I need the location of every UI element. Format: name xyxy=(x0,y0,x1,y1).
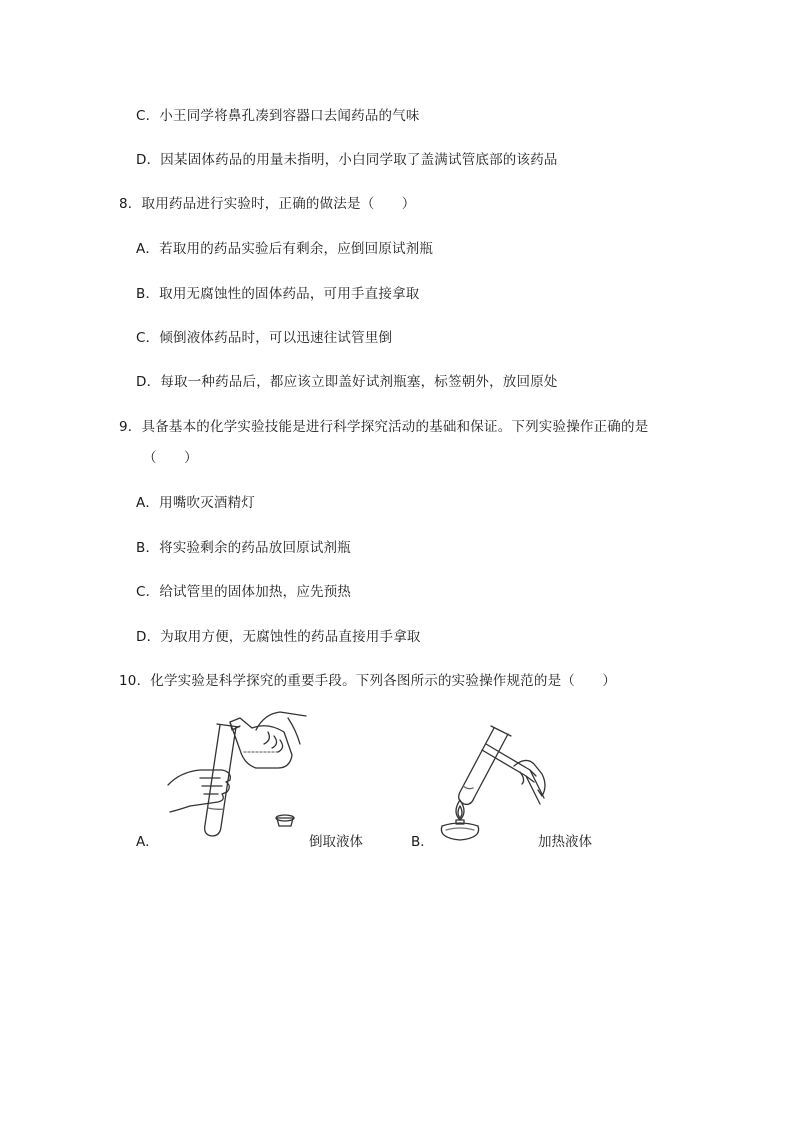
q9-option-c: C．给试管里的固体加热，应先预热 xyxy=(136,584,352,600)
test-tube-holder xyxy=(482,744,536,782)
q8-option-b: B．取用无腐蚀性的固体药品，可用手直接拿取 xyxy=(136,286,420,302)
q8-option-d: D．每取一种药品后，都应该立即盖好试剂瓶塞，标签朝外，放回原处 xyxy=(136,374,558,390)
figure-a-pouring-liquid xyxy=(160,710,310,840)
figure-b-caption: 加热液体 xyxy=(538,834,592,850)
question-9-answer-paren: （ ） xyxy=(143,450,198,466)
q7-option-c: C．小王同学将鼻孔凑到容器口去闻药品的气味 xyxy=(136,108,420,124)
hand-right xyxy=(256,712,306,752)
reagent-bottle xyxy=(230,718,292,768)
question-8-stem: 8．取用药品进行实验时，正确的做法是（ ） xyxy=(119,196,416,212)
bottle-stopper xyxy=(276,815,294,826)
hand-left xyxy=(168,770,230,812)
question-9-stem: 9．具备基本的化学实验技能是进行科学探究活动的基础和保证。下列实验操作正确的是 xyxy=(119,419,649,435)
q8-option-c: C．倾倒液体药品时，可以迅速往试管里倒 xyxy=(136,330,393,346)
figure-b-heating-liquid xyxy=(430,720,550,845)
q7-option-d: D．因某固体药品的用量未指明，小白同学取了盖满试管底部的该药品 xyxy=(136,152,558,168)
q9-option-a: A．用嘴吹灭酒精灯 xyxy=(136,495,256,511)
q9-option-d: D．为取用方便，无腐蚀性的药品直接用手拿取 xyxy=(136,629,421,645)
figure-a-caption: 倒取液体 xyxy=(309,834,363,850)
q9-option-b: B．将实验剩余的药品放回原试剂瓶 xyxy=(136,540,351,556)
q8-option-a: A．若取用的药品实验后有剩余，应倒回原试剂瓶 xyxy=(136,241,434,257)
question-10-stem: 10．化学实验是科学探究的重要手段。下列各图所示的实验操作规范的是（ ） xyxy=(119,673,617,689)
test-tube xyxy=(459,728,508,804)
figure-b-label: B． xyxy=(411,834,434,850)
test-tube xyxy=(205,725,236,836)
figure-a-label: A． xyxy=(136,834,159,850)
